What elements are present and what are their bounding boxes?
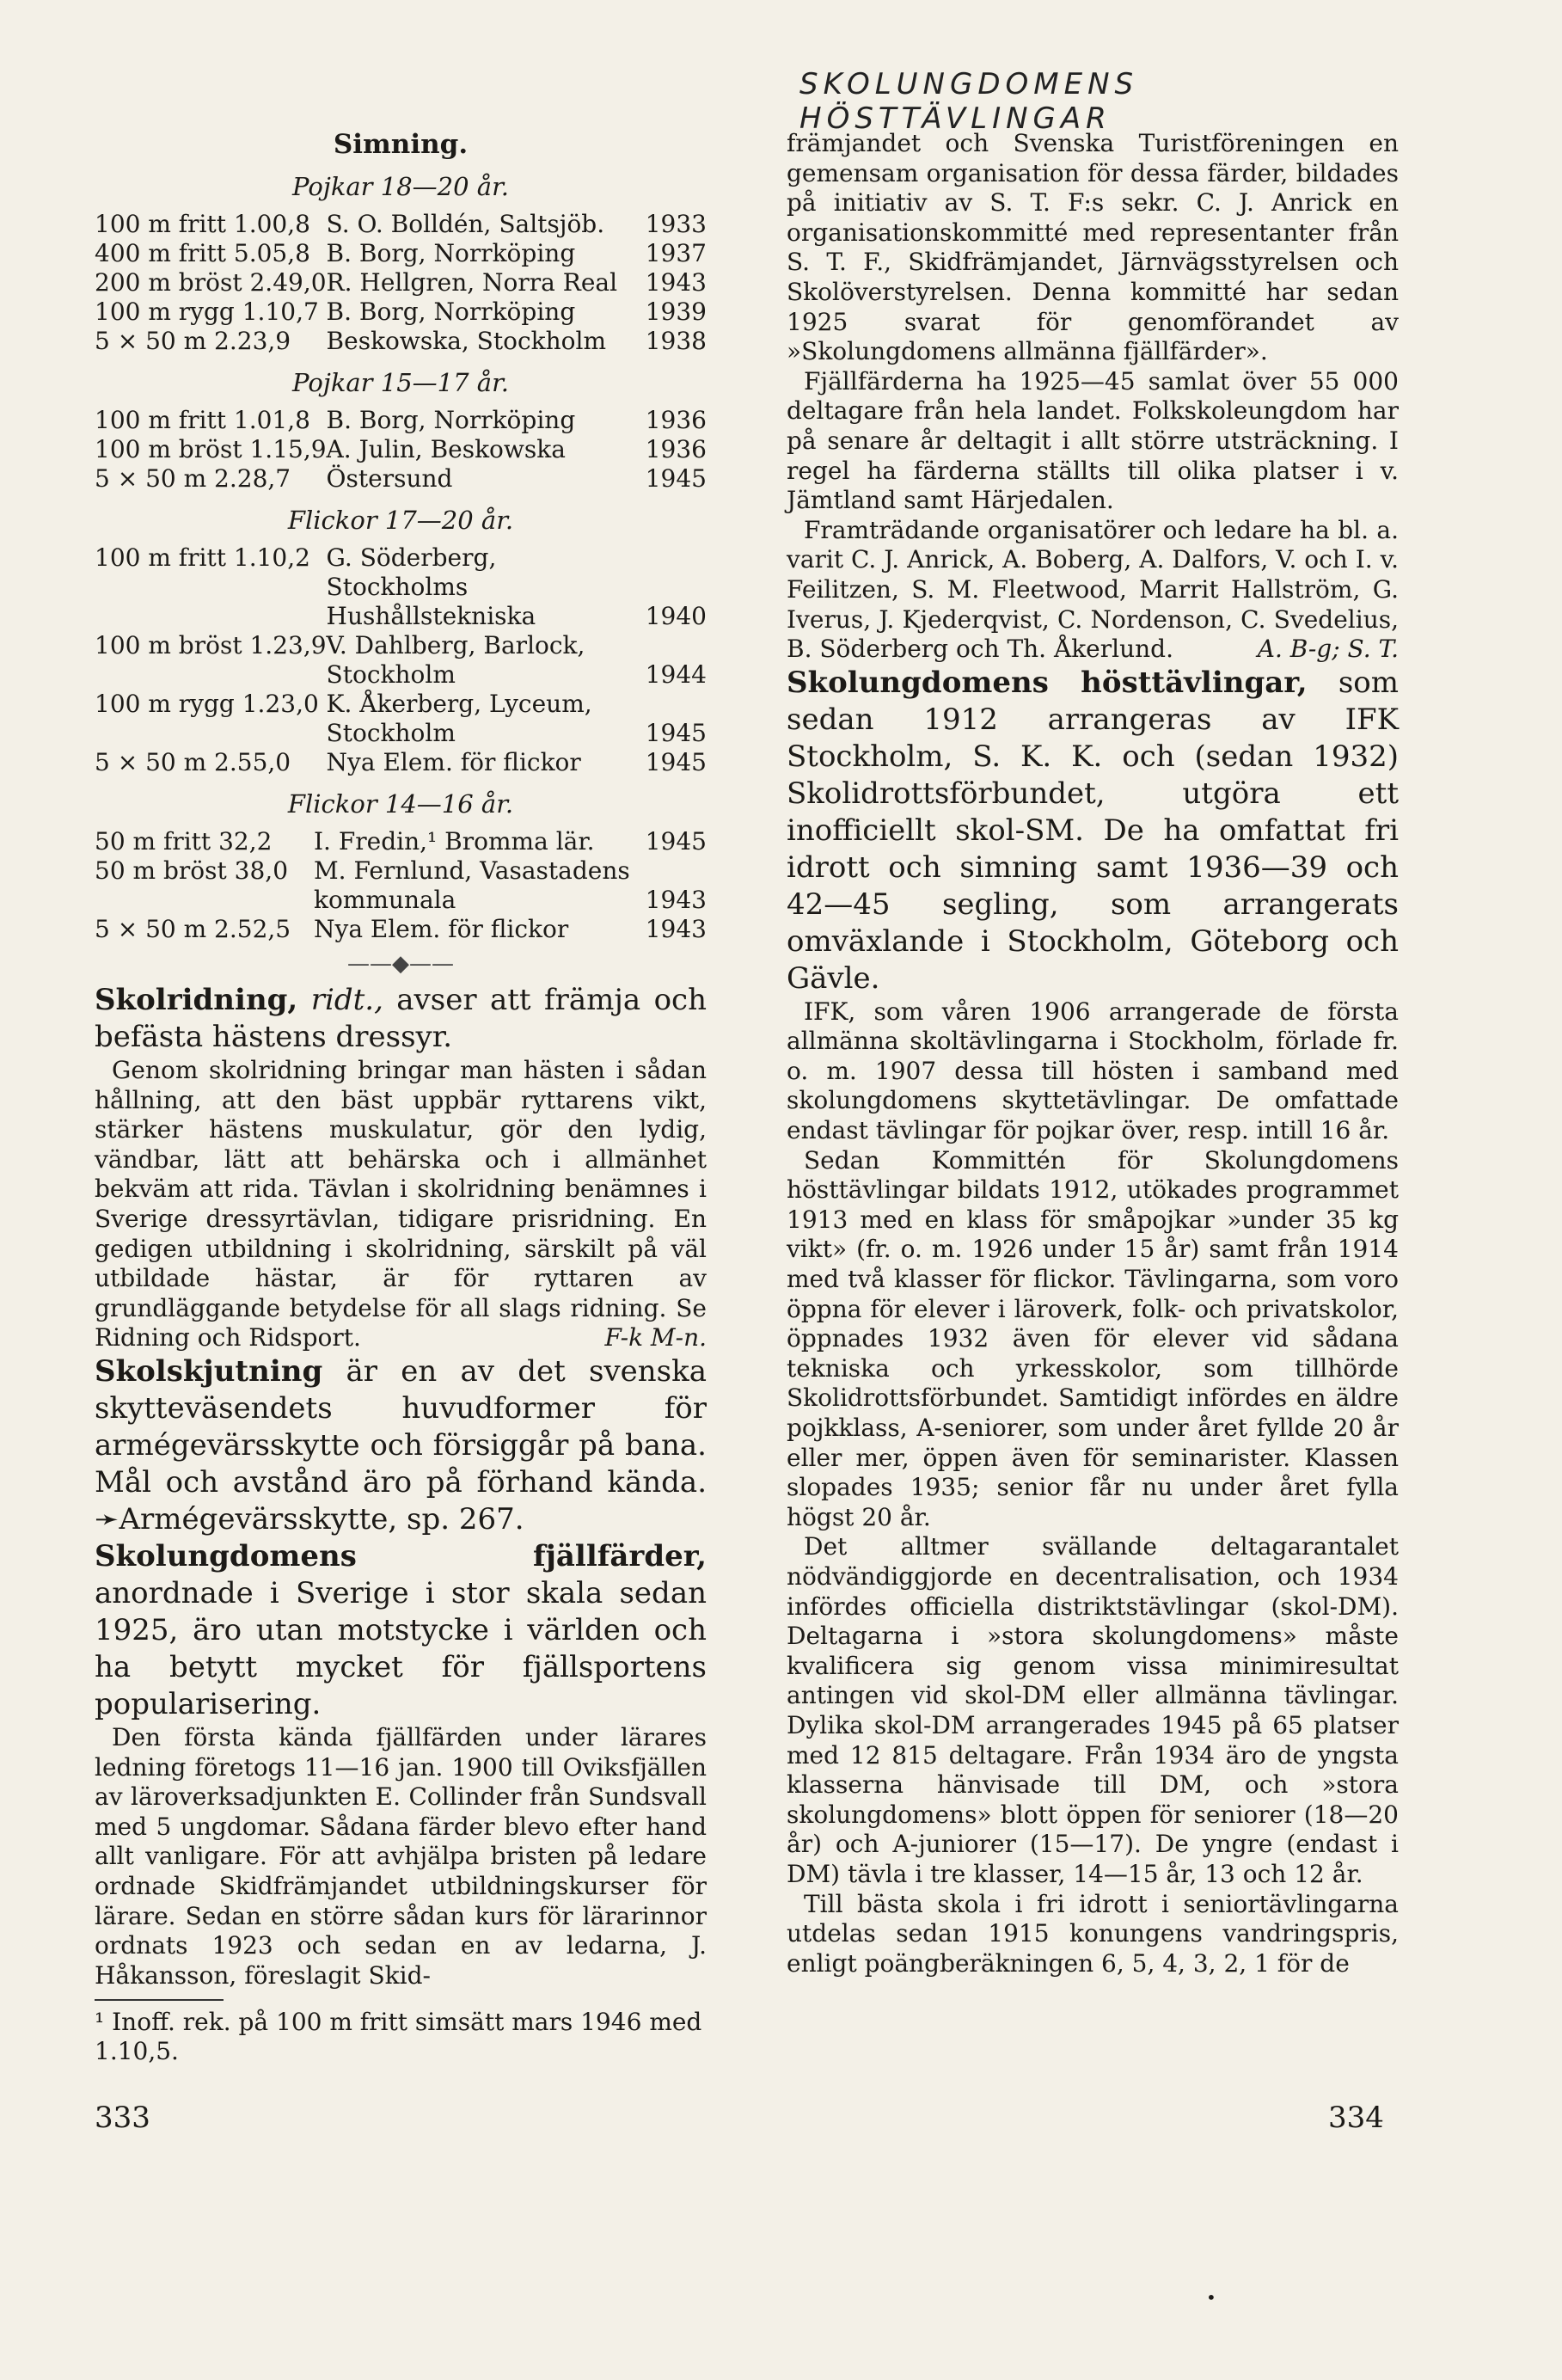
record-holder: G. Söderberg, Stockholms Hushållstekniska [326, 543, 536, 630]
table-row [95, 631, 707, 690]
skolridning-lead [95, 982, 707, 1056]
footnote-rule [95, 1999, 224, 2001]
skolskjutning-entry [95, 1353, 707, 1538]
fjallfarder-lead-text: anordnade i Sverige i stor skala sedan 1925, äro utan motstycke i världen och ha betytt mycket för fjällsportens popularisering. [95, 1575, 707, 1721]
fjallfarder-signature: A. B-g; S. T. [1257, 635, 1399, 664]
record-year: 1936 [645, 406, 707, 434]
record-event: 50 m bröst 38,0 [95, 856, 289, 885]
record-year: 1933 [645, 210, 707, 238]
right-column [787, 129, 1399, 1978]
record-event: 50 m fritt 32,2 [95, 827, 273, 856]
record-holder: M. Fernlund, Vasastadens kommunala [314, 856, 630, 914]
record-holder: B. Borg, Norrköping [326, 239, 576, 267]
record-year: 1945 [645, 827, 707, 856]
table-row [95, 915, 707, 944]
swim-title: Simning. [333, 129, 469, 160]
record-year: 1937 [645, 239, 707, 267]
fjallfarder-keyword: Skolungdomens fjällfärder, [95, 1538, 707, 1573]
record-event: 100 m bröst 1.23,9 [95, 631, 327, 659]
fjallfarder-body-right-3 [787, 516, 1399, 665]
record-event: 100 m fritt 1.10,2 [95, 543, 310, 572]
record-event: 100 m rygg 1.10,7 [95, 298, 319, 326]
skolridning-lead-text: avser att främja och befästa hästens dressyr. [95, 983, 707, 1054]
swim-record-table [95, 543, 707, 777]
skolridning-signature: F-k M-n. [604, 1323, 707, 1353]
table-row [95, 268, 707, 298]
skolridning-body [95, 1056, 707, 1353]
record-year: 1936 [645, 435, 707, 463]
record-holder: S. O. Bolldén, Saltsjöb. [326, 210, 605, 238]
hosttavlingar-p2: Sedan Kommittén för Skolungdomens hösttävlingar bildats 1912, utökades programmet 1913 med en klass för småpojkar »under 35 kg vikt» (fr. o. m. 1926 under 15 år) samt från 1914 med två klasser för flickor. Tävlingarna, som voro öppna för elever i läroverk, folk- och privatskolor, öppnades 1932 även för elever vid sådana tekniska och yrkesskolor, som tillhörde Skolidrottsförbundet. Samtidigt infördes en äldre pojkklass, A-seniorer, som under året fyllde 20 år eller mer, öppen även för seminarister. Klassen slopades 1935; senior får nu under året fylla högst 20 år. [787, 1145, 1399, 1531]
hosttavlingar-lead-text: som sedan 1912 arrangeras av IFK Stockholm, S. K. K. och (sedan 1932) Skolidrottsförbundet, utgöra ett inofficiellt skol-SM. De ha omfattat fri idrott och simning samt 1936—39 och 42—45 segling, som arrangerats omväxlande i Stockholm, Göteborg och Gävle. [787, 665, 1400, 996]
record-event: 100 m fritt 1.01,8 [95, 406, 310, 434]
skolridning-abbr: ridt., [310, 983, 383, 1017]
record-event: 5 × 50 m 2.23,9 [95, 327, 291, 355]
fjallfarder-body-right-2: Fjällfärderna ha 1925—45 samlat över 55 000 deltagare från hela landet. Folkskoleungdom har på senare år deltagit i allt större utsträckning. I regel ha färderna ställts till olika platser i v. Jämtland samt Härjedalen. [787, 366, 1399, 515]
record-event: 5 × 50 m 2.55,0 [95, 748, 291, 776]
page-number-right: 334 [1328, 2101, 1384, 2135]
record-year: 1943 [645, 268, 707, 297]
table-row [95, 690, 707, 748]
table-row [95, 543, 707, 631]
table-row [95, 748, 707, 777]
skolridning-keyword: Skolridning, [95, 983, 298, 1017]
section-divider: ——◆—— [347, 951, 454, 977]
record-year: 1945 [645, 464, 707, 493]
record-year: 1939 [645, 298, 707, 326]
record-holder: K. Åkerberg, Lyceum, Stockholm [326, 690, 592, 747]
record-year: 1940 [645, 602, 707, 630]
record-event: 100 m rygg 1.23,0 [95, 690, 319, 718]
record-event: 200 m bröst 2.49,0 [95, 268, 327, 297]
table-row [95, 464, 707, 494]
skolskjutning-text: är en av det svenska skytteväsendets huvudformer för armégevärsskytte och försiggår på bana. Mål och avstånd äro på förhand kända. ➛Armégevärsskytte, sp. 267. [95, 1353, 707, 1537]
swim-group-title: Flickor 17—20 år. [287, 506, 514, 535]
table-row [95, 327, 707, 356]
table-row [95, 298, 707, 327]
swim-record-table [95, 827, 707, 944]
record-holder: Östersund [326, 464, 453, 493]
record-year: 1945 [645, 719, 707, 747]
hosttavlingar-lead [787, 665, 1399, 997]
hosttavlingar-keyword: Skolungdomens hösttävlingar, [787, 665, 1308, 700]
record-holder: R. Hellgren, Norra Real [326, 268, 618, 297]
record-year: 1943 [645, 915, 707, 943]
table-row [95, 239, 707, 268]
swim-group-title: Pojkar 18—20 år. [292, 172, 509, 201]
swim-record-table [95, 210, 707, 356]
skolridning-body-text: Genom skolridning bringar man hästen i sådan hållning, att den bäst uppbär ryttarens vikt, stärker hästens muskulatur, gör den lydig, vändbar, lätt att behärska och i allmänhet bekväm att rida. Tävlan i skolridning benämnes i Sverige dressyrtävlan, tidigare prisridning. En gedigen utbildning i skolridning, särskilt på väl utbildade hästar, är för ryttaren av grundläggande betydelse för all slags ridning. Se Ridning och Ridsport. [95, 1056, 707, 1353]
bottom-mark: • [1206, 2287, 1216, 2308]
record-holder: Beskowska, Stockholm [326, 327, 607, 355]
record-holder: Nya Elem. för flickor [326, 748, 581, 776]
record-holder: Nya Elem. för flickor [314, 915, 569, 943]
record-holder: B. Borg, Norrköping [326, 406, 576, 434]
table-row [95, 856, 707, 915]
record-year: 1944 [645, 660, 707, 689]
running-head: SKOLUNGDOMENS HÖSTTÄVLINGAR [799, 67, 1139, 136]
table-row [95, 210, 707, 239]
left-column [95, 129, 707, 2066]
fjallfarder-body-right-1: främjandet och Svenska Turistföreningen en gemensam organisation för dessa färder, bildades på initiativ av S. T. F:s sekr. C. J. Anrick en organisationskommitté med representanter från S. T. F., Skidfrämjandet, Järnvägsstyrelsen och Skolöverstyrelsen. Denna kommitté har sedan 1925 svarat för genomförandet av »Skolungdomens allmänna fjällfärder». [787, 129, 1399, 366]
record-event: 400 m fritt 5.05,8 [95, 239, 310, 267]
swim-group-title: Pojkar 15—17 år. [292, 368, 509, 397]
skolskjutning-keyword: Skolskjutning [95, 1353, 323, 1389]
record-event: 100 m bröst 1.15,9 [95, 435, 327, 463]
record-holder: A. Julin, Beskowska [326, 435, 566, 463]
hosttavlingar-p3: Det alltmer svällande deltagarantalet nödvändiggjorde en decentralisation, och 1934 infördes officiella distriktstävlingar (skol-DM). Deltagarna i »stora skolungdomens» måste kvalificera sig genom vissa minimiresultat antingen vid skol-DM eller allmänna tävlingar. Dylika skol-DM arrangerades 1945 på 65 platser med 12 815 deltagare. Från 1934 äro de yngsta klasserna hänvisade till DM, och »stora skolungdomens» blott öppen för seniorer (18—20 år) och A-juniorer (15—17). De yngre (endast i DM) tävla i tre klasser, 14—15 år, 13 och 12 år. [787, 1532, 1399, 1888]
table-row [95, 435, 707, 464]
record-event: 5 × 50 m 2.52,5 [95, 915, 291, 943]
swim-records [95, 172, 707, 944]
record-holder: B. Borg, Norrköping [326, 298, 576, 326]
fjallfarder-leaders-text: Framträdande organisatörer och ledare ha bl. a. varit C. J. Anrick, A. Boberg, A. Dalfors, V. och I. v. Feilitzen, S. M. Fleetwood, Marrit Hallström, G. Iverus, J. Kjederqvist, C. Nordenson, C. Svedelius, B. Söderberg och Th. Åkerlund. [787, 515, 1399, 664]
table-row [95, 827, 707, 856]
page-number-left: 333 [95, 2101, 150, 2135]
hosttavlingar-p1: IFK, som våren 1906 arrangerade de första allmänna skoltävlingarna i Stockholm, förlade fr. o. m. 1907 dessa till hösten i samband med skolungdomens skyttetävlingar. De omfattade endast tävlingar för pojkar över, resp. intill 16 år. [787, 997, 1399, 1145]
record-year: 1938 [645, 327, 707, 355]
record-event: 100 m fritt 1.00,8 [95, 210, 310, 238]
swim-group-title: Flickor 14—16 år. [287, 789, 514, 819]
hosttavlingar-p4: Till bästa skola i fri idrott i seniortävlingarna utdelas sedan 1915 konungens vandringspris, enligt poängberäkningen 6, 5, 4, 3, 2, 1 för de [787, 1889, 1399, 1978]
record-holder: I. Fredin,¹ Bromma lär. [314, 827, 595, 856]
fjallfarder-body-left: Den första kända fjällfärden under lärares ledning företogs 11—16 jan. 1900 till Oviksfjällen av läroverksadjunkten E. Collinder från Sundsvall med 5 ungdomar. Sådana färder blevo efter hand allt vanligare. För att avhjälpa bristen på ledare ordnade Skidfrämjandet utbildningskurser för lärare. Sedan en större sådan kurs för lärarinnor ordnats 1923 och sedan en av ledarna, J. Håkansson, föreslagit Skid- [95, 1722, 707, 1990]
record-holder: V. Dahlberg, Barlock, Stockholm [326, 631, 585, 689]
table-row [95, 406, 707, 435]
record-year: 1945 [645, 748, 707, 776]
fjallfarder-lead [95, 1538, 707, 1723]
swim-record-table [95, 406, 707, 494]
footnote: ¹ Inoff. rek. på 100 m fritt simsätt mars 1946 med 1.10,5. [95, 2008, 702, 2066]
record-event: 5 × 50 m 2.28,7 [95, 464, 291, 493]
record-year: 1943 [645, 886, 707, 914]
